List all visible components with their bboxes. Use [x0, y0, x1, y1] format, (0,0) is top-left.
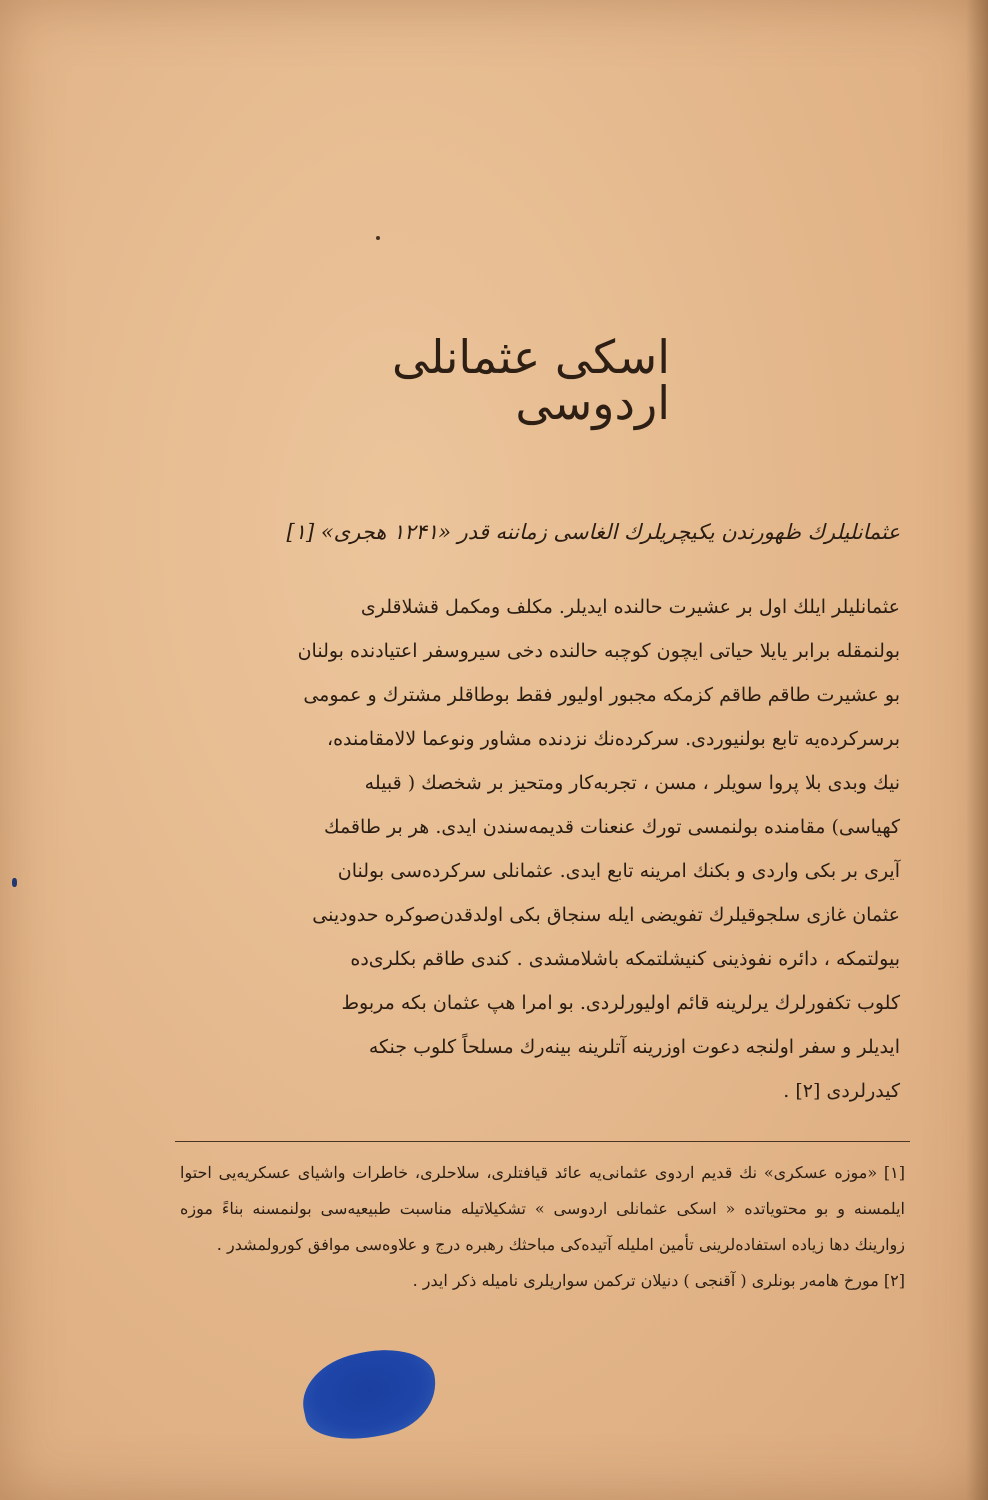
body-line: بیولتمکه ، دائره نفوذینی کنیشلتمکه باشلامشدی . کندی طاقم بکلری‌ده [350, 948, 900, 970]
body-line: بو عشیرت طاقم طاقم کزمکه مجبور اولیور فقط بوطاقلر مشترك و عمومی [303, 684, 900, 706]
footnote-divider [175, 1141, 910, 1142]
page-edge-shadow [966, 0, 988, 1500]
body-line: برسرکرده‌یه تابع بولنیوردی. سرکرده‌نك نزدنده مشاور ونوعما لالامقامنده، [326, 728, 900, 750]
body-line: آیری بر بکی واردی و بکنك امرینه تابع ایدی. عثمانلی سرکرده‌سی بولنان [337, 860, 900, 882]
section-heading: عثمانلیلرك ظهورندن یکیچریلرك الغاسی زماننه قدر «۱۲۴۱ هجری» [۱] [286, 520, 900, 544]
body-line: عثمان غازی سلجوقیلرك تفویضی ایله سنجاق بکی اولدقدن‌صوکره حدودینی [312, 904, 900, 926]
body-line: ایدیلر و سفر اولنجه دعوت اوزرینه آتلرینه بینه‌رك مسلحاً کلوب جنکه [368, 1036, 900, 1058]
footnote-2: [۲] مورخ هامه‌ر بونلری ( آقنجی ) دنیلان ترکمن سواریلری نامیله ذکر ایدر . [412, 1271, 905, 1290]
body-line: عثمانلیلر ایلك اول بر عشیرت حالنده ایدیلر. مکلف ومکمل قشلاقلری [360, 596, 900, 618]
footnote-1: [۱] «موزه عسکری» نك قدیم اردوی عثمانی‌یه عائد قیافتلری، سلاحلری، خاطرات واشیای عسکریه‌یی احتوا ایلمسنه و بو محتویاتده « اسکی عثمانلی اردوسی » تشکیلاتیله مناسبت طبیعیه‌سی بولنمسنه بناءً موزه زوارینك دها زیاده استفاده‌لرینی تأمین املیله آتیده‌کی مباحثك رهبره درج و علاوه‌سی موافق کورولمشدر . [180, 1163, 905, 1254]
ink-stain [295, 1339, 445, 1450]
body-text [185, 585, 900, 1113]
ink-dot [12, 878, 17, 887]
body-line: کهیاسی) مقامنده بولنمسی تورك عنعنات قدیمه‌سندن ایدی. هر بر طاقمك [323, 816, 900, 838]
body-line: کیدرلردی [۲] . [783, 1080, 900, 1102]
body-line: نیك وبدی بلا پروا سویلر ، مسن ، تجربه‌کار ومتحیز بر شخصك ( قبیله [364, 772, 900, 794]
footnotes [180, 1155, 905, 1299]
page-title: اسکی عثمانلی اردوسی [392, 330, 670, 430]
body-line: کلوب تکفورلرك یرلرینه قائم اولیورلردی. بو امرا هپ عثمان بکه مربوط [341, 992, 900, 1014]
body-line: بولنمقله برابر یایلا حیاتی ایچون کوچبه حالنده دخی سیروسفر اعتیادنده بولنان [297, 640, 900, 662]
paper-speck [376, 236, 380, 240]
